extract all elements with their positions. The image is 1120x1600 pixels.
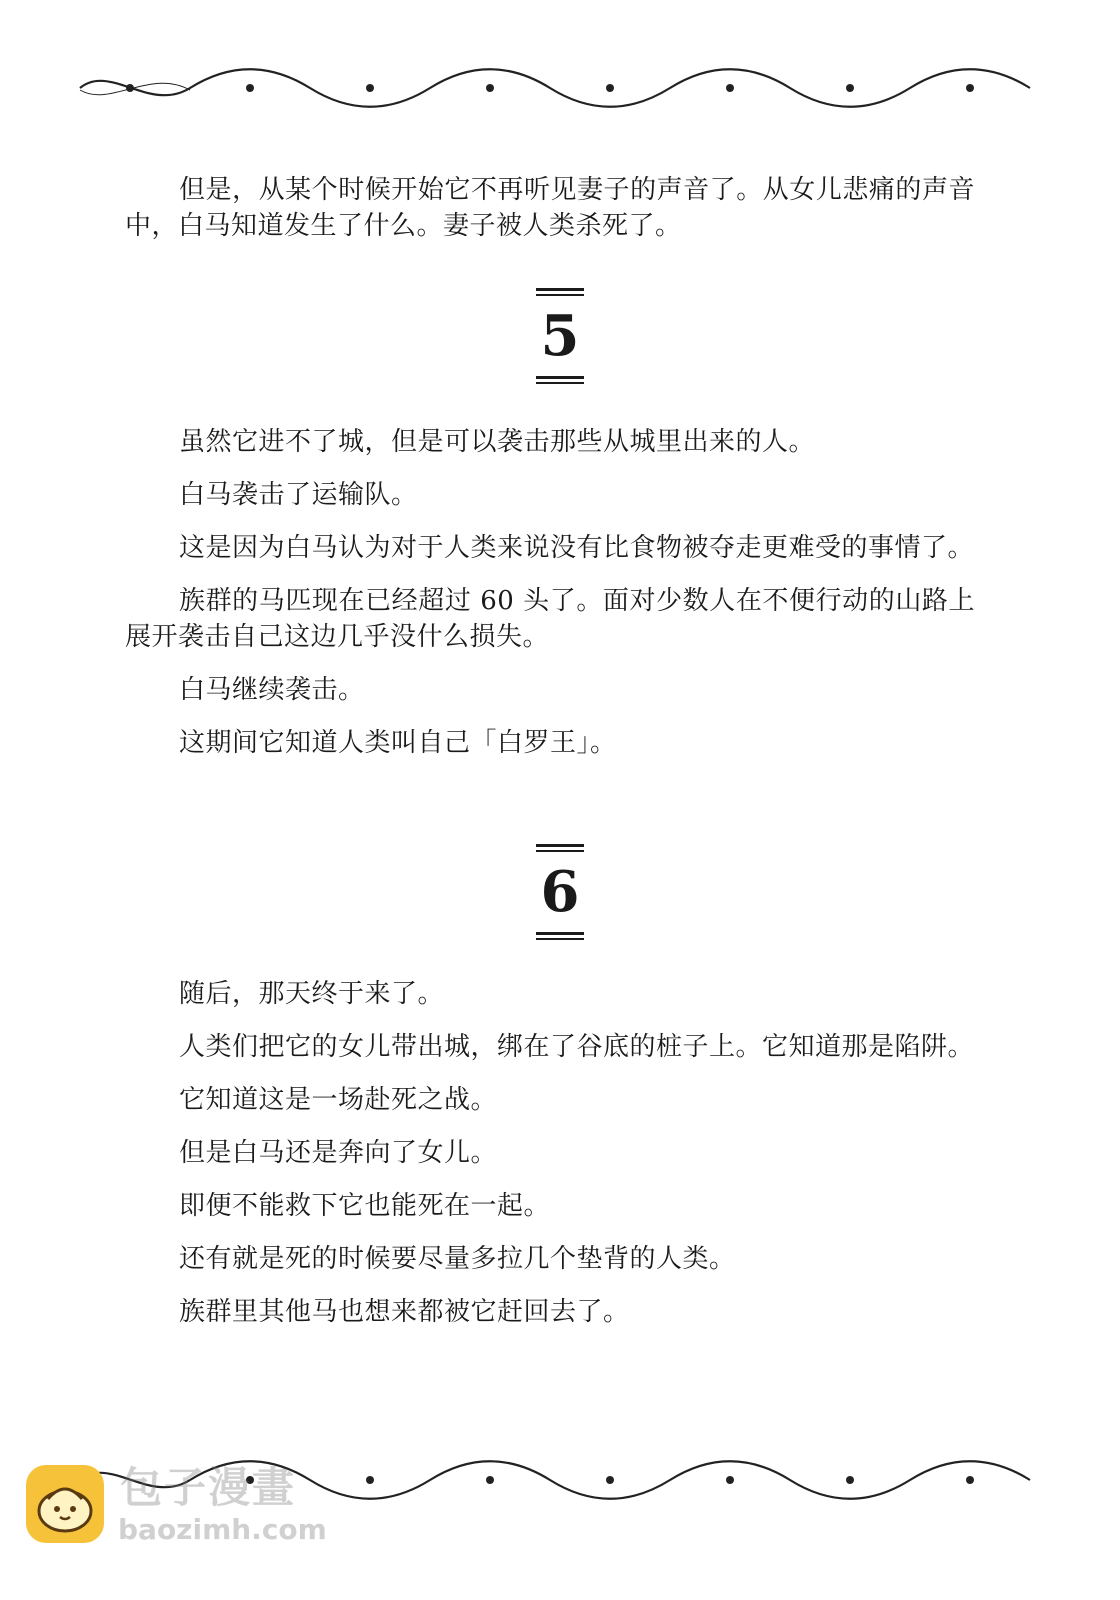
- section-6-text: [125, 976, 975, 1347]
- section-5-text: [125, 424, 975, 778]
- chapter-rule-top: [536, 844, 584, 852]
- chapter-number: 6: [540, 859, 580, 925]
- paragraph: 这是因为白马认为对于人类来说没有比食物被夺走更难受的事情了。: [179, 533, 975, 563]
- chapter-heading-5: [0, 288, 1120, 384]
- paragraph: 但是白马还是奔向了女儿。: [179, 1138, 498, 1168]
- paragraph: 族群的马匹现在已经超过 60 头了。面对少数人在不便行动的山路上展开袭击自己这边几乎没什么损失。: [125, 586, 975, 652]
- paragraph: 族群里其他马也想来都被它赶回去了。: [179, 1297, 630, 1327]
- paragraph: 人类们把它的女儿带出城，绑在了谷底的桩子上。它知道那是陷阱。: [179, 1032, 975, 1062]
- paragraph: 但是，从某个时候开始它不再听见妻子的声音了。从女儿悲痛的声音中，白马知道发生了什么。妻子被人类杀死了。: [125, 175, 975, 241]
- paragraph: 它知道这是一场赴死之战。: [179, 1085, 498, 1115]
- paragraph: 白马继续袭击。: [179, 675, 365, 705]
- chapter-number: 5: [540, 303, 580, 369]
- chapter-rule-bottom: [536, 376, 584, 384]
- paragraph: 还有就是死的时候要尽量多拉几个垫背的人类。: [179, 1244, 736, 1274]
- chapter-rule-top: [536, 288, 584, 296]
- paragraph: 白马袭击了运输队。: [179, 480, 418, 510]
- watermark-url: baozimh.com: [118, 1513, 327, 1546]
- paragraph: 随后，那天终于来了。: [179, 979, 445, 1009]
- intro-text: [125, 172, 975, 261]
- watermark-title: 包子漫畫: [120, 1463, 297, 1512]
- site-watermark: [20, 1435, 327, 1555]
- chapter-heading-6: [0, 844, 1120, 940]
- chapter-rule-bottom: [536, 932, 584, 940]
- paragraph: 这期间它知道人类叫自己「白罗王」。: [179, 728, 617, 758]
- bun-logo-icon: [26, 1465, 104, 1543]
- paragraph: 即便不能救下它也能死在一起。: [179, 1191, 551, 1221]
- paragraph: 虽然它进不了城，但是可以袭击那些从城里出来的人。: [179, 427, 816, 457]
- top-ornament-border: [70, 58, 1040, 118]
